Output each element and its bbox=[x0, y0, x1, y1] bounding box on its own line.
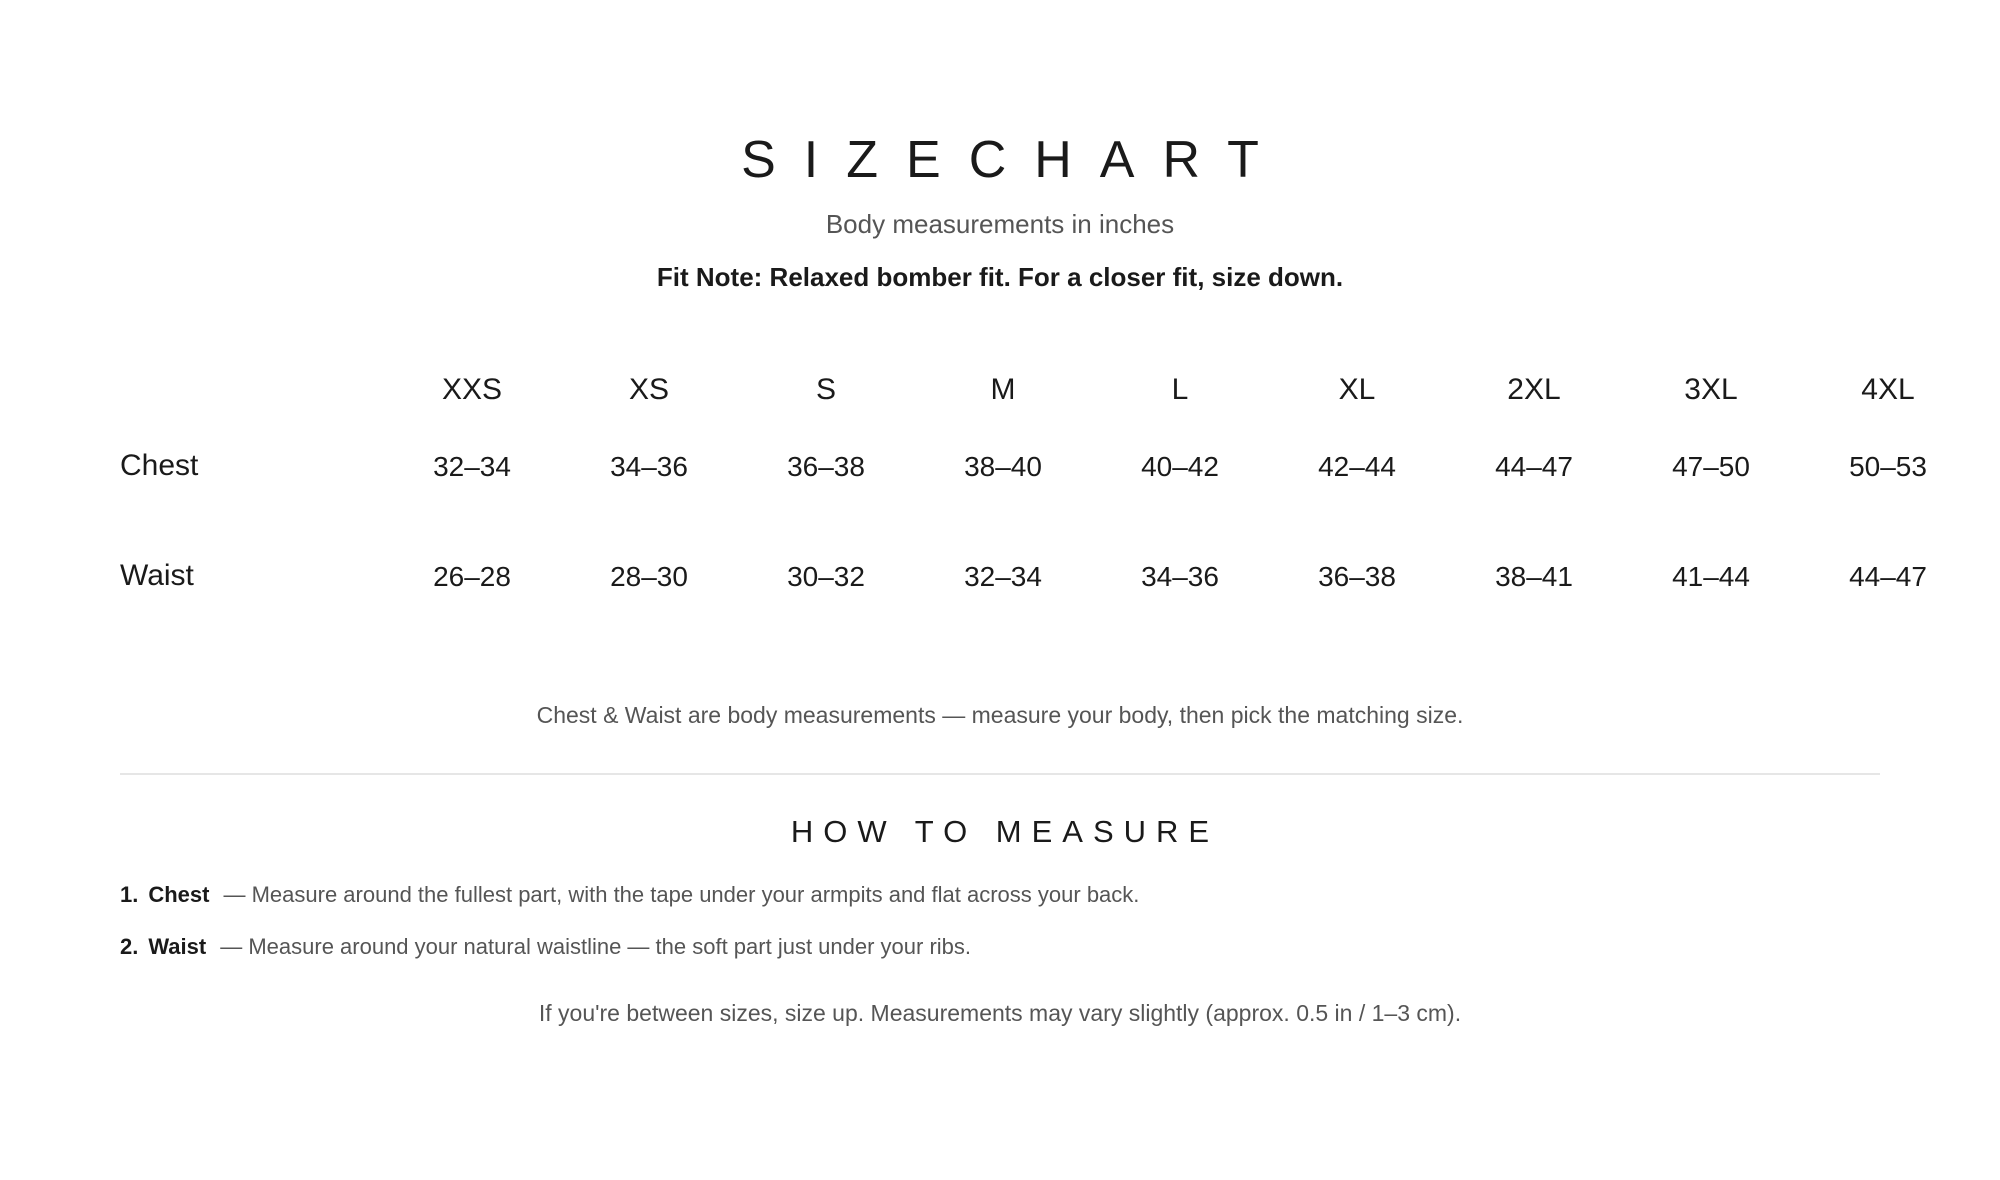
page-subtitle: Body measurements in inches bbox=[825, 209, 1175, 239]
table-cell: 50–53 bbox=[1849, 451, 1927, 482]
table-cell: 30–32 bbox=[787, 561, 865, 592]
measure-step-waist bbox=[120, 932, 1880, 984]
size-header-l: L bbox=[1171, 373, 1189, 406]
size-header-xs: XS bbox=[628, 373, 670, 406]
table-note: Chest & Waist are body measurements — measure your body, then pick the matching size. bbox=[536, 702, 1464, 728]
table-cell: 32–34 bbox=[433, 451, 511, 482]
table-cell: 44–47 bbox=[1495, 451, 1573, 482]
table-row-chest bbox=[120, 417, 1927, 527]
table-cell: 34–36 bbox=[610, 451, 688, 482]
size-header-s: S bbox=[815, 373, 836, 406]
table-cell: 41–44 bbox=[1672, 561, 1750, 592]
row-label-waist: Waist bbox=[120, 559, 194, 592]
table-cell: 28–30 bbox=[610, 561, 688, 592]
size-header-m: M bbox=[990, 373, 1016, 406]
size-header-2xl: 2XL bbox=[1507, 373, 1561, 406]
size-header-xl: XL bbox=[1338, 373, 1376, 406]
size-header-xxs: XXS bbox=[441, 373, 503, 406]
table-cell: 40–42 bbox=[1141, 451, 1219, 482]
table-cell: 44–47 bbox=[1849, 561, 1927, 592]
table-cell: 38–41 bbox=[1495, 561, 1573, 592]
how-to-measure-heading: HOW TO MEASURE bbox=[790, 814, 1220, 849]
sizing-tip: If you're between sizes, size up. Measurements may vary slightly (approx. 0.5 in / 1–3 cm). bbox=[538, 1000, 1462, 1026]
size-header-4xl: 4XL bbox=[1861, 373, 1915, 406]
step-name: Chest bbox=[148, 882, 210, 907]
size-header-row bbox=[120, 355, 1915, 417]
size-header-3xl: 3XL bbox=[1684, 373, 1738, 406]
measure-step-chest bbox=[120, 880, 1880, 932]
table-cell: 26–28 bbox=[433, 561, 511, 592]
table-cell: 34–36 bbox=[1141, 561, 1219, 592]
step-number: 1. bbox=[120, 882, 139, 907]
step-text: — Measure around the fullest part, with the tape under your armpits and flat across your back. bbox=[223, 882, 1140, 907]
table-cell: 36–38 bbox=[1318, 561, 1396, 592]
row-label-chest: Chest bbox=[120, 449, 199, 482]
table-cell: 47–50 bbox=[1672, 451, 1750, 482]
section-divider bbox=[120, 773, 1880, 775]
step-number: 2. bbox=[120, 934, 139, 959]
measure-steps-list bbox=[120, 880, 1880, 984]
table-cell: 36–38 bbox=[787, 451, 865, 482]
table-cell: 38–40 bbox=[964, 451, 1042, 482]
table-cell: 42–44 bbox=[1318, 451, 1396, 482]
fit-note: Fit Note: Relaxed bomber fit. For a closer fit, size down. bbox=[656, 262, 1344, 292]
size-table bbox=[120, 355, 1927, 637]
table-cell: 32–34 bbox=[964, 561, 1042, 592]
page-title: SIZECHART bbox=[741, 131, 1287, 189]
step-name: Waist bbox=[148, 934, 207, 959]
step-text: — Measure around your natural waistline — the soft part just under your ribs. bbox=[220, 934, 972, 959]
table-row-waist bbox=[120, 527, 1927, 637]
